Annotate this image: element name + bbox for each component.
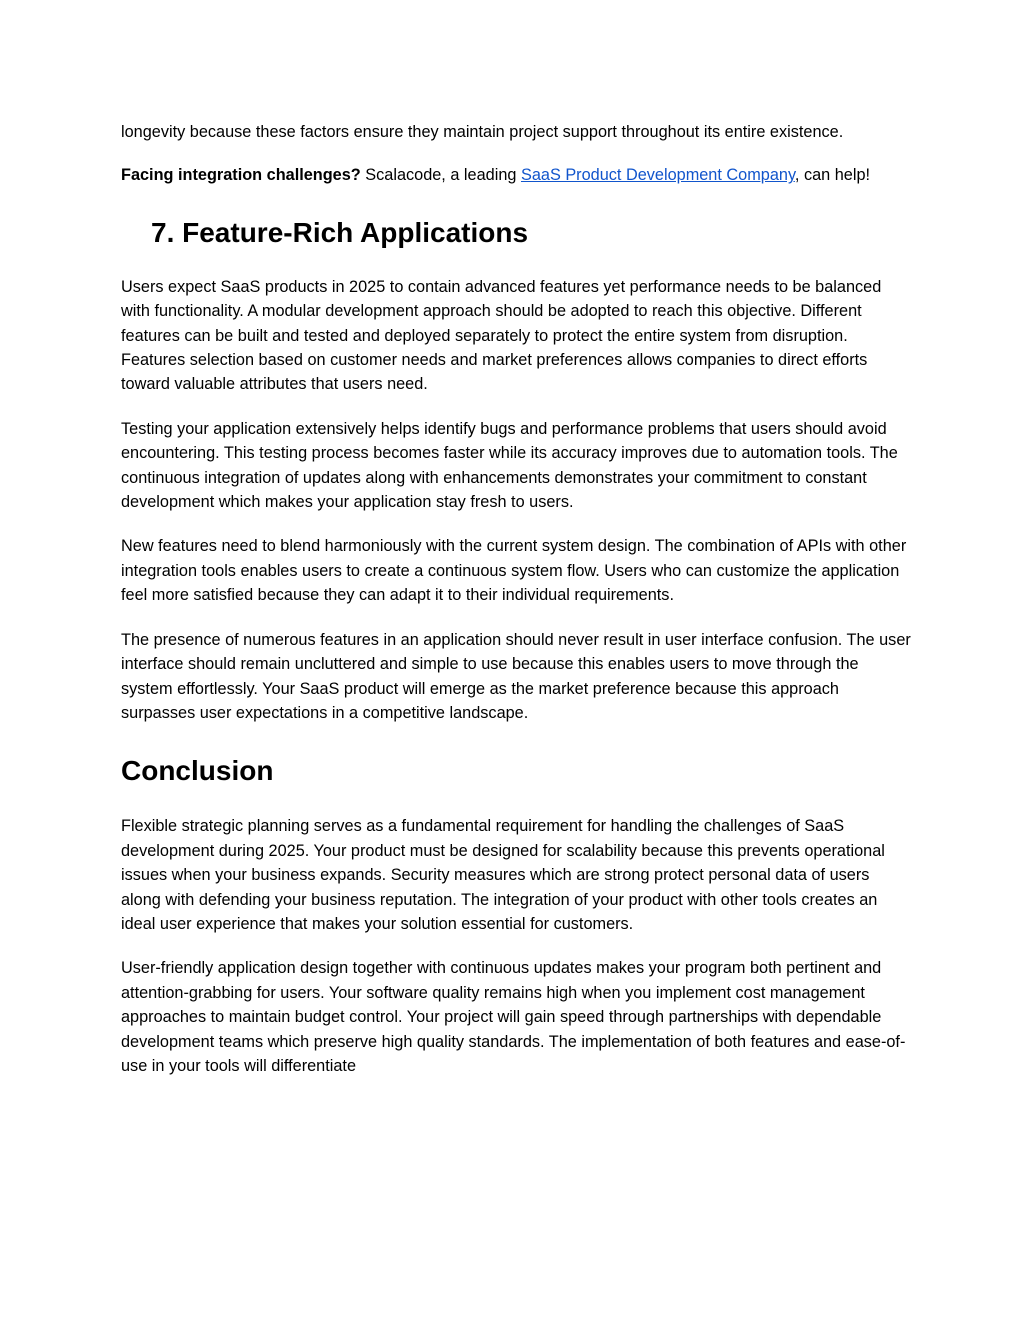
conclusion-paragraph: Flexible strategic planning serves as a fundamental requirement for handling the challenges of SaaS development during 2025. Your product must be designed for scalability because this prevents operational issues when your business expands. Security measures which are strong protect personal data of users along with defending your business reputation. The integration of your product with other tools creates an ideal user experience that makes your solution essential for customers. [121, 817, 885, 933]
cta-bold-lead: Facing integration challenges? [121, 166, 361, 185]
section-heading-feature-rich-applications: 7. Feature-Rich Applications [151, 216, 529, 248]
section7-paragraph: Testing your application extensively helps identify bugs and performance problems that users should avoid encountering. This testing process becomes faster while its accuracy improves due to automation tools. The continuous integration of updates along with enhancements demonstrates your commitment to constant development which makes your application stay fresh to users. [121, 419, 898, 512]
saas-product-development-company-link[interactable]: SaaS Product Development Company [520, 166, 795, 185]
cta-paragraph [121, 163, 911, 187]
cta-text-before-link: Scalacode, a leading [360, 166, 521, 185]
section-heading-conclusion: Conclusion [121, 755, 274, 787]
document-page [121, 120, 911, 1098]
section7-paragraph: New features need to blend harmoniously with the current system design. The combination of APIs with other integration tools enables users to create a continuous system flow. Users who can customize the application feel more satisfied because they can adapt it to their individual requirements. [121, 537, 907, 605]
cta-text-after-link: , can help! [794, 166, 871, 185]
conclusion-paragraph: User-friendly application design together with continuous updates makes your program both pertinent and attention-grabbing for users. Your software quality remains high when you implement cost management approaches to maintain budget control. Your project will gain speed through partnerships with dependable development teams which preserve high quality standards. The implementation of both features and ease-of-use in your tools will differentiate [121, 959, 906, 1075]
section7-paragraph: Users expect SaaS products in 2025 to contain advanced features yet performance needs to be balanced with functionality. A modular development approach should be adopted to reach this objective. Different features can be built and tested and deployed separately to protect the entire system from disruption. Features selection based on customer needs and market preferences allows companies to direct efforts toward valuable attributes that users need. [121, 277, 882, 394]
continuation-paragraph: longevity because these factors ensure they maintain project support throughout its entire existence. [121, 123, 844, 141]
section7-paragraph: The presence of numerous features in an application should never result in user interface confusion. The user interface should remain uncluttered and simple to use because this enables users to move through the system effortlessly. Your SaaS product will emerge as the market preference because this approach surpasses user expectations in a competitive landscape. [121, 630, 911, 722]
